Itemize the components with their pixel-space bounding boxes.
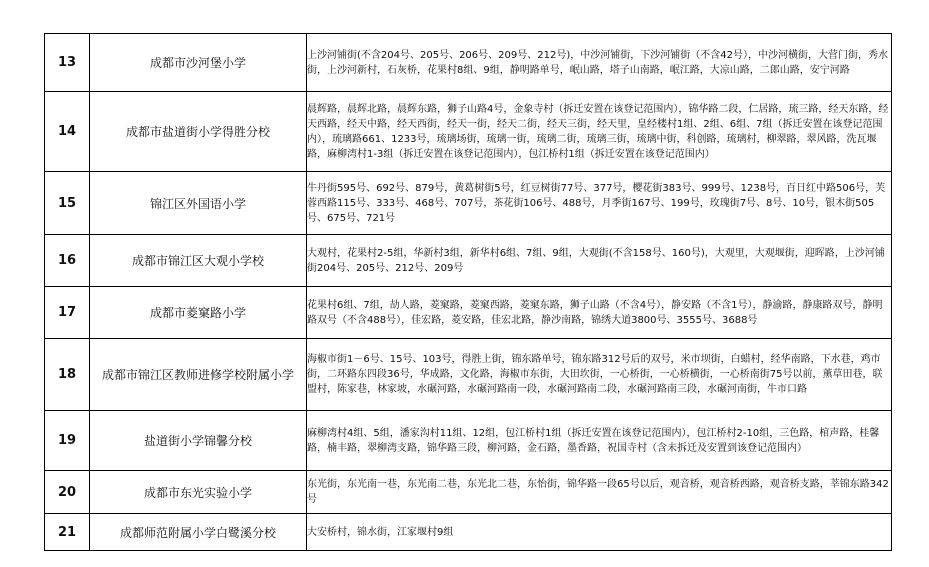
table-row bbox=[45, 471, 892, 514]
enrollment-area: 东光街，东光南一巷，东光南二巷，东光北二巷，东怡街，锦华路一段65号以后，观音桥，观音桥西路，观音桥支路，莘锦东路342号 bbox=[307, 471, 892, 514]
row-number: 18 bbox=[45, 339, 90, 411]
enrollment-area: 花果村6组、7组，劼人路，菱窠路，菱窠西路，菱窠东路，狮子山路（不含4号），静安路（不含1号），静渝路，静康路双号，静明路双号（不含488号），佳宏路，菱安路，佳宏北路，静沙南路，锦绣大道3800号、3555号、3688号 bbox=[307, 287, 892, 339]
row-number: 19 bbox=[45, 411, 90, 471]
row-number: 14 bbox=[45, 92, 90, 172]
table-row bbox=[45, 411, 892, 471]
table-row bbox=[45, 34, 892, 92]
row-number: 16 bbox=[45, 235, 90, 287]
enrollment-area: 牛丹街595号、692号、879号，黄葛树街5号，红豆树街77号、377号，樱花街383号、999号、1238号，百日红中路506号，芙蓉西路115号、333号、468号、707号，茶花街106号、488号，月季街167号、199号，玫瑰街7号、8号、10号，银木街505号、675号、721号 bbox=[307, 172, 892, 235]
table-row bbox=[45, 235, 892, 287]
school-name: 锦江区外国语小学 bbox=[90, 172, 307, 235]
row-number: 17 bbox=[45, 287, 90, 339]
school-zone-table bbox=[44, 33, 892, 551]
enrollment-area: 大安桥村，锦水街，江家堰村9组 bbox=[307, 514, 892, 551]
school-name: 成都师范附属小学白鹭溪分校 bbox=[90, 514, 307, 551]
school-name: 成都市盐道街小学得胜分校 bbox=[90, 92, 307, 172]
school-name: 成都市菱窠路小学 bbox=[90, 287, 307, 339]
school-name: 盐道街小学锦馨分校 bbox=[90, 411, 307, 471]
row-number: 21 bbox=[45, 514, 90, 551]
enrollment-area: 上沙河铺街(不含204号、205号、206号、209号、212号)，中沙河铺街，下沙河铺街（不含42号），中沙河横街，大营门街，秀水街，上沙河新村，石灰桥，花果村8组、9组，静明路单号，岷山路，塔子山南路，岷江路，大凉山路，二郎山路，安宁河路 bbox=[307, 34, 892, 92]
school-name: 成都市锦江区大观小学校 bbox=[90, 235, 307, 287]
enrollment-area: 海椒市街1－6号、15号、103号，得胜上街，锦东路单号，锦东路312号后的双号，米市坝街，白蜡村，经华南路，下水巷，鸡市街，二环路东四段36号，华成路，文化路，海椒市东街，大田坎街，一心桥街，一心桥横街，一心桥南街75号以前，薰草田巷，联盟村，陈家巷，林家坡，水碾河路，水碾河路南一段，水碾河路南二段，水碾河路南三段，水碾河南街，牛市口路 bbox=[307, 339, 892, 411]
table-row bbox=[45, 514, 892, 551]
table-row bbox=[45, 172, 892, 235]
table-row bbox=[45, 287, 892, 339]
enrollment-area: 大观村，花果村2-5组，华新村3组，新华村6组、7组、9组，大观街(不含158号、160号)，大观里，大观堰街，迎晖路，上沙河铺街204号、205号、212号、209号 bbox=[307, 235, 892, 287]
enrollment-area: 晨辉路，晨辉北路，晨辉东路，狮子山路4号，金象寺村（拆迁安置在该登记范围内），锦华路二段，仁居路，琉三路，经天东路，经天西路，经天中路，经天西街，经天一街，经天二街，经天三街，经天里，皇经楼村1组、2组、6组、7组（拆迁安置在该登记范围内），琉璃路661、1233号，琉璃场街，琉璃一街，琉璃二街，琉璃三街，琉璃中街，科创路，琉璃村，柳翠路，翠风路，洗瓦堰路，麻柳湾村1-3组（拆迁安置在该登记范围内），包江桥村1组（拆迁安置在该登记范围内） bbox=[307, 92, 892, 172]
table-row bbox=[45, 339, 892, 411]
school-name: 成都市东光实验小学 bbox=[90, 471, 307, 514]
enrollment-area: 麻柳湾村4组、5组，潘家沟村11组、12组，包江桥村1组（拆迁安置在该登记范围内），包江桥村2-10组，三色路，棺声路，桂馨路，楠丰路，翠柳湾支路，锦华路三段，柳河路，金石路，墨香路，祝国寺村（含未拆迁及安置到该登记范围内） bbox=[307, 411, 892, 471]
row-number: 20 bbox=[45, 471, 90, 514]
school-name: 成都市沙河堡小学 bbox=[90, 34, 307, 92]
school-name: 成都市锦江区教师进修学校附属小学 bbox=[90, 339, 307, 411]
table-row bbox=[45, 92, 892, 172]
row-number: 15 bbox=[45, 172, 90, 235]
row-number: 13 bbox=[45, 34, 90, 92]
